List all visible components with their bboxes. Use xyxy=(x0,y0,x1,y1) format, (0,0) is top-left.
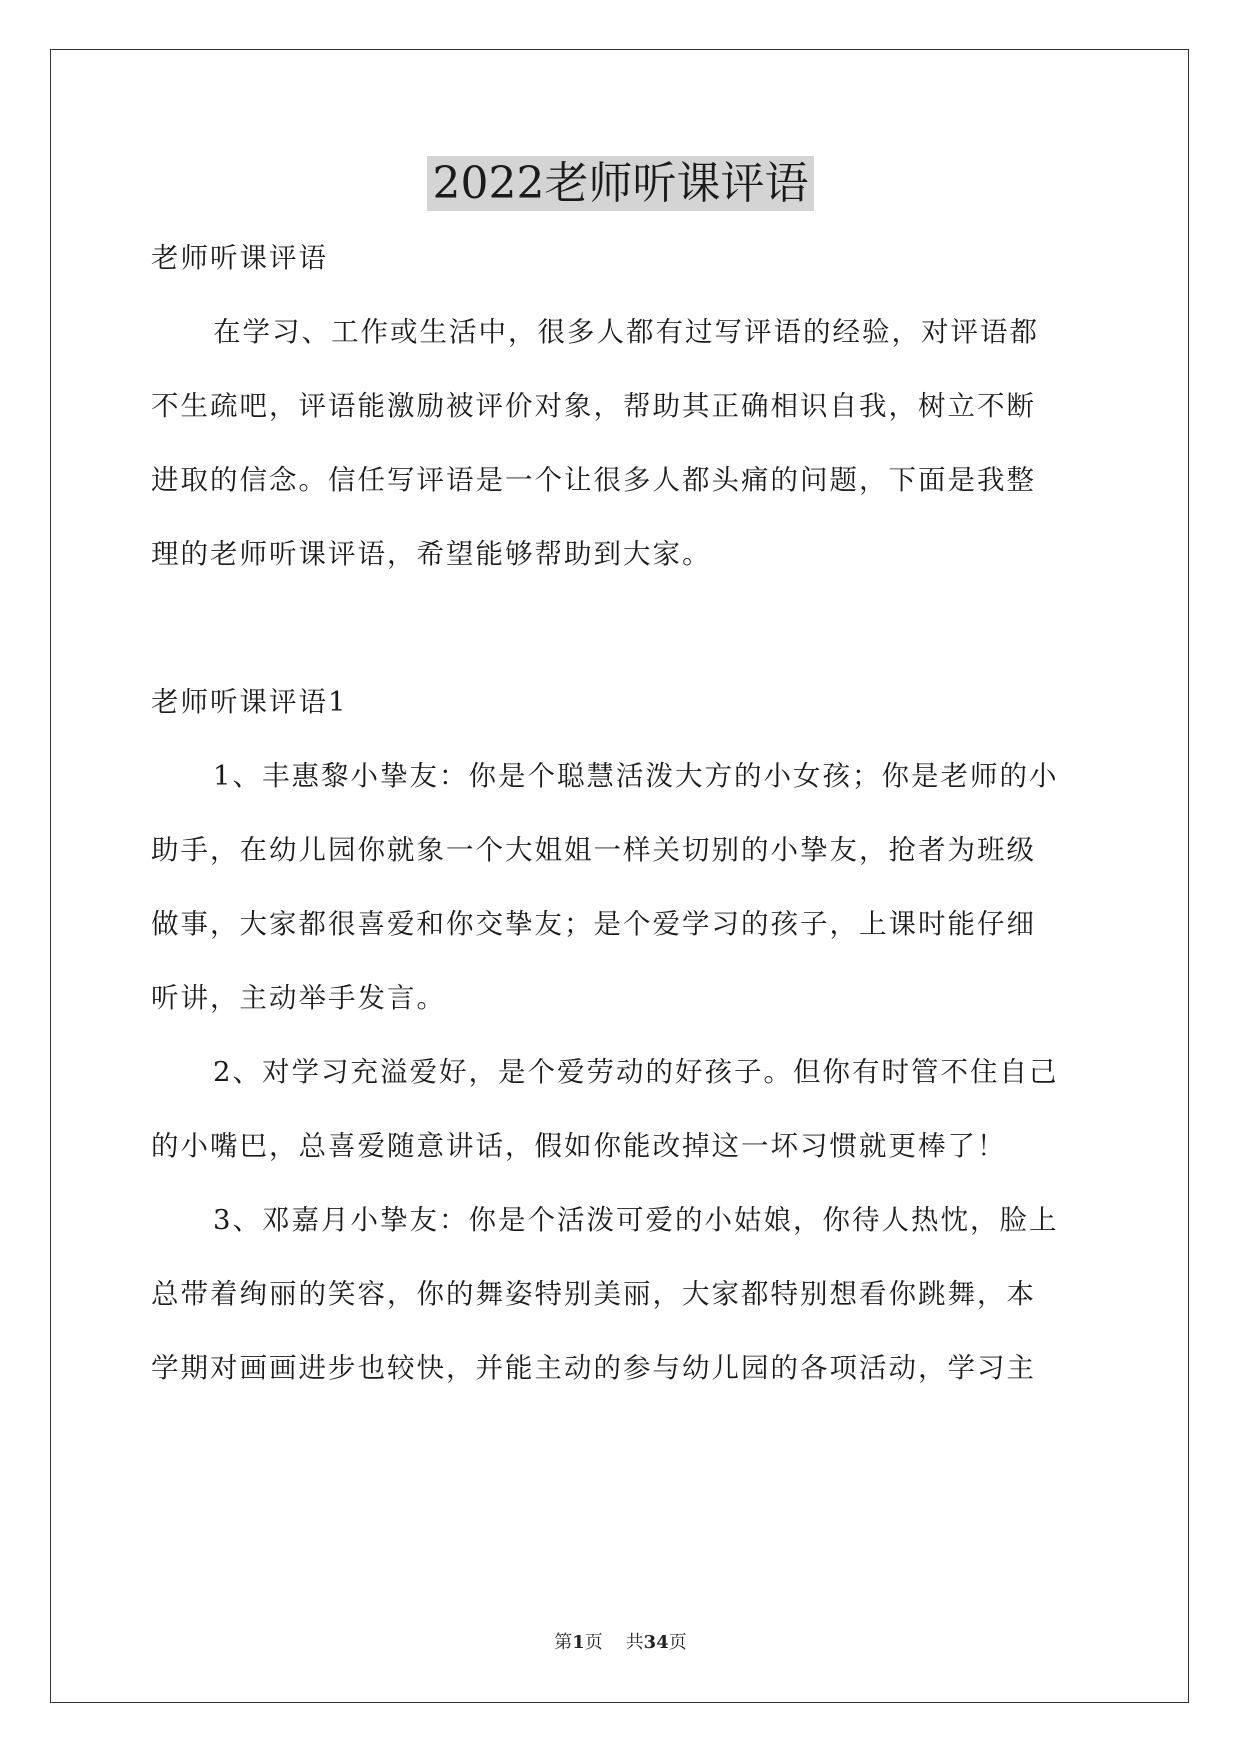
body-line: 1、丰惠黎小挚友：你是个聪慧活泼大方的小女孩；你是老师的小 xyxy=(213,760,1059,792)
page-label-prefix: 第 xyxy=(554,1632,573,1653)
page-footer xyxy=(0,1628,1241,1654)
section-heading: 老师听课评语 xyxy=(151,242,328,274)
body-line: 听讲，主动举手发言。 xyxy=(151,982,446,1014)
body-line: 3、邓嘉月小挚友：你是个活泼可爱的小姑娘，你待人热忱，脸上 xyxy=(213,1204,1059,1236)
body-line: 在学习、工作或生活中，很多人都有过写评语的经验，对评语都 xyxy=(213,316,1039,348)
page-border xyxy=(50,49,1189,1703)
body-line: 助手，在幼儿园你就象一个大姐姐一样关切别的小挚友，抢者为班级 xyxy=(151,834,1036,866)
body-line: 总带着绚丽的笑容，你的舞姿特别美丽，大家都特别想看你跳舞，本 xyxy=(151,1278,1036,1310)
total-label-suffix: 页 xyxy=(668,1632,687,1653)
total-page-count: 34 xyxy=(643,1632,669,1653)
body-line: 的小嘴巴，总喜爱随意讲话，假如你能改掉这一坏习惯就更棒了！ xyxy=(151,1130,1007,1162)
body-line: 做事，大家都很喜爱和你交挚友；是个爱学习的孩子，上课时能仔细 xyxy=(151,908,1036,940)
document-title xyxy=(0,156,1241,212)
body-line: 不生疏吧，评语能激励被评价对象，帮助其正确相识自我，树立不断 xyxy=(151,390,1036,422)
body-line: 学期对画画进步也较快，并能主动的参与幼儿园的各项活动，学习主 xyxy=(151,1352,1036,1384)
document-title-text: 2022老师听课评语 xyxy=(427,156,815,211)
body-line: 进取的信念。信任写评语是一个让很多人都头痛的问题，下面是我整 xyxy=(151,464,1036,496)
total-label-prefix: 共 xyxy=(625,1632,644,1653)
page-label-suffix: 页 xyxy=(584,1632,603,1653)
section-heading: 老师听课评语1 xyxy=(151,686,348,718)
body-line: 2、对学习充溢爱好，是个爱劳动的好孩子。但你有时管不住自己 xyxy=(213,1056,1059,1088)
current-page-number: 1 xyxy=(572,1632,585,1653)
body-line: 理的老师听课评语，希望能够帮助到大家。 xyxy=(151,538,712,570)
